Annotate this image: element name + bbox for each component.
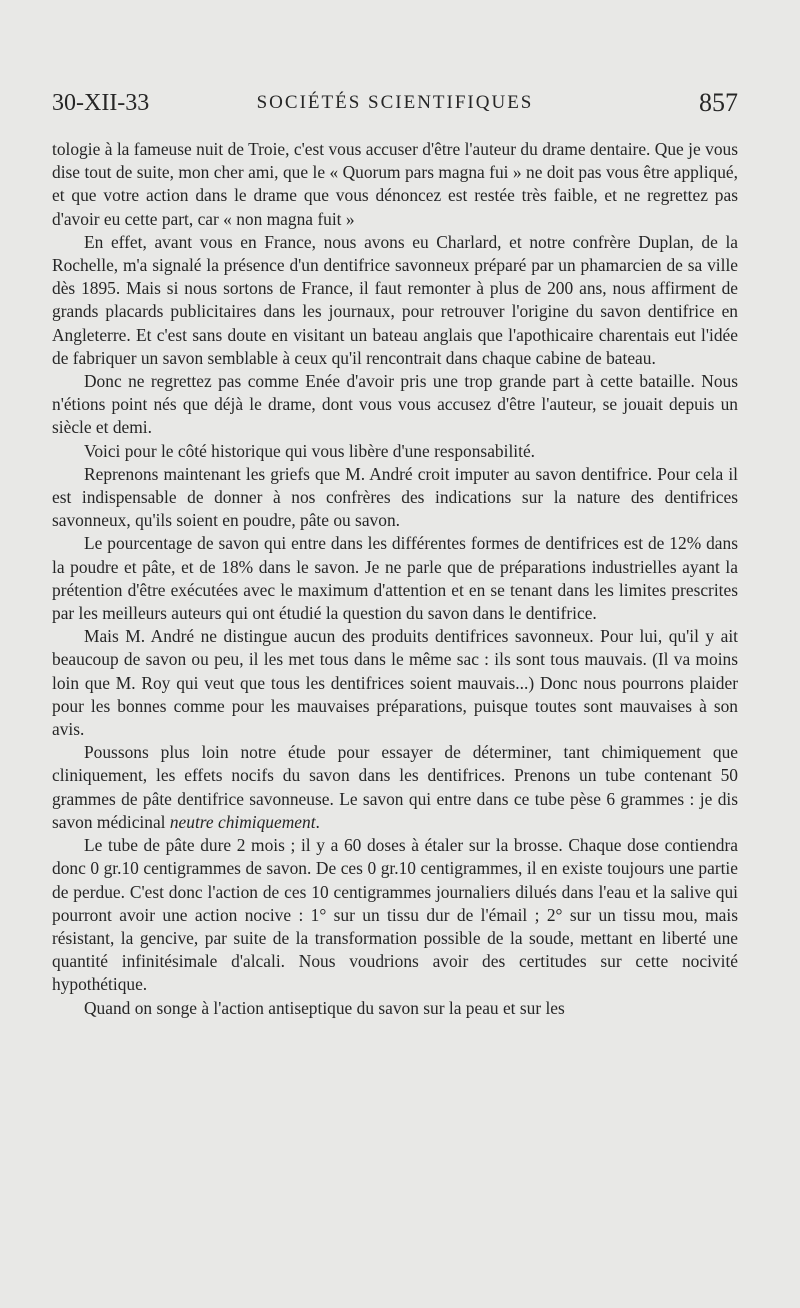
paragraph-8 (52, 741, 738, 834)
paragraph-5: Reprenons maintenant les griefs que M. André croit imputer au savon dentifrice. Pour cela il est indispensable de donner à nos confrères des indications sur la nature des dentifrices savonneux, qu'ils soient en poudre, pâte ou savon. (52, 463, 738, 531)
header-date: 30-XII-33 (52, 90, 150, 116)
paragraph-2: En effet, avant vous en France, nous avons eu Charlard, et notre confrère Duplan, de la Rochelle, m'a signalé la présence d'un dentifrice savonneux préparé par un phamarcien de sa ville dès 1895. Mais si nous sortons de France, il faut remonter à plus de 200 ans, nous affirment de grands placards publicitaires dans les journaux, pour retrouver l'origine du savon dentifrice en Angleterre. Et c'est sans doute en visitant un bateau anglais que l'apothicaire charentais eut l'idée de fabriquer un savon semblable à ceux qu'il rencontrait dans chaque cabine de bateau. (52, 231, 738, 368)
paragraph-4: Voici pour le côté historique qui vous libère d'une responsabilité. (84, 440, 536, 461)
running-head (52, 88, 738, 118)
paragraph-3: Donc ne regrettez pas comme Enée d'avoir pris une trop grande part à cette bataille. Nous n'étions point nés que déjà le drame, dont vous vous accusez d'être l'auteur, se jouait depuis un siècle et demi. (52, 371, 738, 438)
paragraph-8-emphasis: neutre chimiquement (169, 811, 316, 832)
paragraph-1: tologie à la fameuse nuit de Troie, c'est vous accuser d'être l'auteur du drame dentaire. Que je vous dise tout de suite, mon cher ami, que le « Quorum pars magna fui » ne doit pas vous être appliqué, et que votre action dans le drame que vous dénoncez est restée très faible, et ne regrettez pas d'avoir eu cette part, car « non magna fuit » (52, 139, 738, 229)
header-section-title: SOCIÉTÉS SCIENTIFIQUES (256, 92, 534, 113)
paragraph-7: Mais M. André ne distingue aucun des produits dentifrices savonneux. Pour lui, qu'il y ait beaucoup de savon ou peu, il les met tous dans le même sac : ils sont tous mauvais. (Il va moins loin que M. Roy qui veut que tous les dentifrices soient mauvais...) Donc nous pourrons plaider pour les bonnes comme pour les mauvaises préparations, puisque toutes sont mauvaises à son avis. (52, 626, 738, 740)
page-number: 857 (699, 88, 738, 117)
paragraph-8-end: . (315, 811, 320, 832)
paragraph-6: Le pourcentage de savon qui entre dans les différentes formes de dentifrices est de 12% dans la poudre et pâte, et de 18% dans le savon. Je ne parle que de préparations industrielles ayant la prétention d'être exécutées avec le maximum d'attention et en se tenant dans les limites prescrites par les meilleurs auteurs qui ont étudié la question du savon dans le dentifrice. (52, 533, 738, 624)
paragraph-10: Quand on songe à l'action antiseptique du savon sur la peau et sur les (84, 997, 565, 1018)
body-text (52, 138, 738, 1020)
paragraph-9: Le tube de pâte dure 2 mois ; il y a 60 doses à étaler sur la brosse. Chaque dose contiendra donc 0 gr.10 centigrammes de savon. De ces 0 gr.10 centigrammes, il en existe toujours une partie de perdue. C'est donc l'action de ces 10 centigrammes journaliers dilués dans l'eau et la salive qui pourront avoir une action nocive : 1° sur un tissu dur de l'émail ; 2° sur un tissu mou, mais résistant, la gencive, par suite de la transformation possible de la soude, mettant en liberté une quantité infinitésimale d'alcali. Nous voudrions avoir des certitudes sur cette nocivité hypothétique. (52, 835, 738, 995)
paragraph-8-text: Poussons plus loin notre étude pour essayer de déterminer, tant chimiquement que cliniquement, les effets nocifs du savon dans les dentifrices. Prenons un tube contenant 50 grammes de pâte dentifrice savonneuse. Le savon qui entre dans ce tube pèse 6 grammes : je dis savon médicinal (52, 742, 738, 832)
